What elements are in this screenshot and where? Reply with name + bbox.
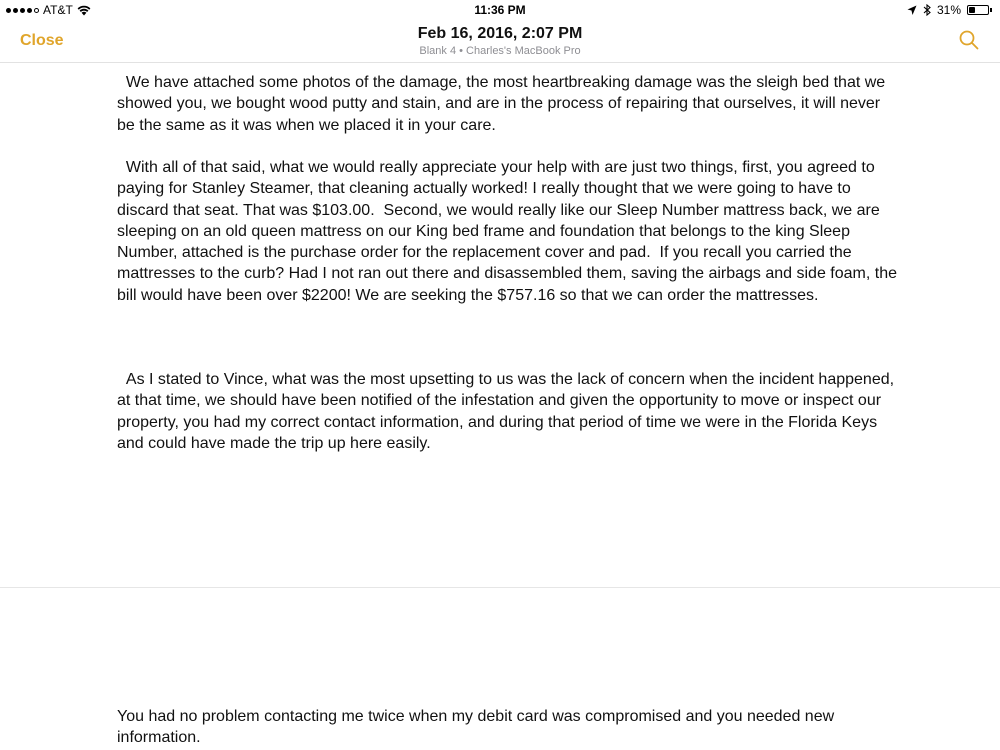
- navigation-bar: [0, 20, 1000, 63]
- battery-cap: [990, 8, 992, 12]
- carrier-label: AT&T: [43, 3, 73, 17]
- document-paragraph: With all of that said, what we would really appreciate your help with are just two things, first, you agreed to paying for Stanley Steamer, that cleaning actually worked! I really thought that we were going to have to discard that seat. That was $103.00. Second, we would really like our Sleep Number mattress back, we are sleeping on an old queen mattress on our King bed frame and foundation that belongs to the king Sleep Number, attached is the purchase order for the replacement cover and pad. If you recall you carried the mattresses to the curb? Had I not ran out there and disassembled them, saving the airbags and side foam, the bill would have been over $2200! We are seeking the $757.16 so that we can order the mattresses.: [117, 159, 902, 304]
- status-bar: [0, 0, 1000, 20]
- document-paragraph: You had no problem contacting me twice when my debit card was compromised and you needed new information.: [117, 708, 835, 747]
- status-time: 11:36 PM: [474, 3, 526, 17]
- document-paragraph: We have attached some photos of the damage, the most heartbreaking damage was the sleigh bed that we showed you, we bought wood putty and stain, and are in the process of repairing that ourselves, it will never be the same as it was when we placed it in your care.: [117, 74, 890, 134]
- page-subtitle: Blank 4 • Charles's MacBook Pro: [419, 45, 581, 57]
- page-title: Feb 16, 2016, 2:07 PM: [417, 25, 583, 42]
- bluetooth-icon: [923, 4, 931, 16]
- battery-icon: [967, 5, 989, 15]
- page-divider: [0, 587, 1000, 588]
- close-button[interactable]: Close: [20, 32, 64, 49]
- status-right: [907, 3, 992, 17]
- document-paragraph: As I stated to Vince, what was the most upsetting to us was the lack of concern when the incident happened, at that time, we should have been notified of the infestation and given the opportunity to move or inspect our property, you had my correct contact information, and during that period of time we were in the Florida Keys and could have made the trip up here easily.: [117, 371, 899, 452]
- search-icon[interactable]: [958, 29, 980, 51]
- location-arrow-icon: [907, 5, 917, 16]
- battery-fill: [969, 7, 975, 13]
- battery-percent: 31%: [936, 3, 961, 17]
